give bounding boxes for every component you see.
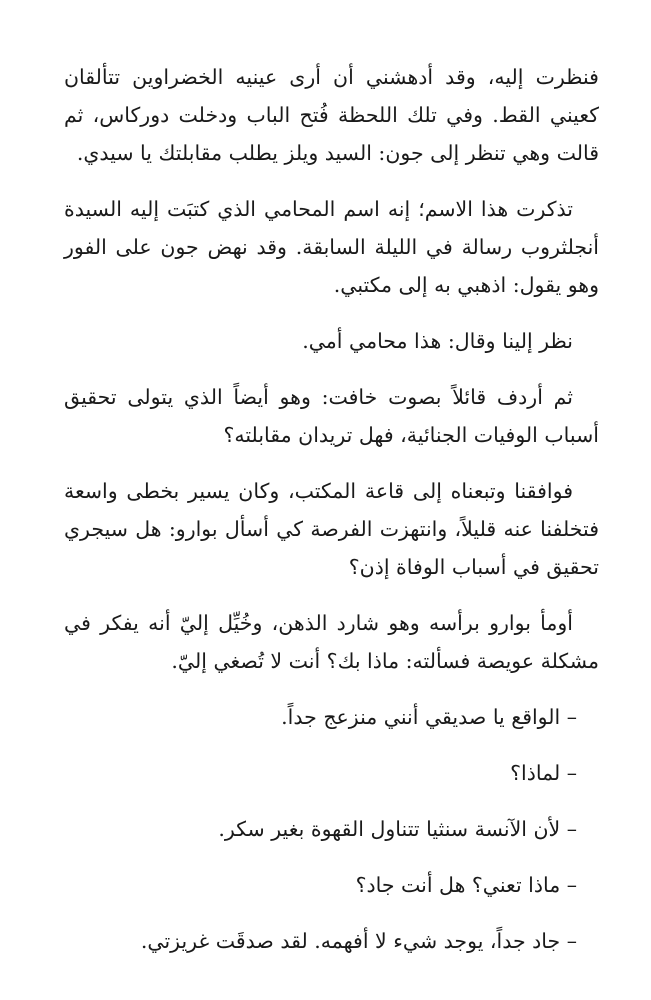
paragraph-3: نظر إلينا وقال: هذا محامي أمي. [302, 329, 573, 353]
paragraph-1: فنظرت إليه، وقد أدهشني أن أرى عينيه الخضراوين تتألقان كعيني القط. وفي تلك اللحظة فُتح الباب ودخلت دوركاس، ثم قالت وهي تنظر إلى جون: السيد ويلز يطلب مقابلتك يا سيدي. [64, 65, 599, 165]
paragraph-6: أومأ بوارو برأسه وهو شارد الذهن، وخُيِّل إليّ أنه يفكر في مشكلة عويصة فسألته: ماذا بك؟ أنت لا تُصغي إليّ. [64, 611, 599, 673]
paragraph-4: ثم أردف قائلاً بصوت خافت: وهو أيضاً الذي يتولى تحقيق أسباب الوفيات الجنائية، فهل تريدان مقابلته؟ [64, 385, 599, 447]
dialogue-line-4: – ماذا تعني؟ هل أنت جاد؟ [355, 873, 577, 897]
dialogue-line-3: – لأن الآنسة سنثيا تتناول القهوة بغير سكر. [218, 817, 577, 841]
paragraph-2: تذكرت هذا الاسم؛ إنه اسم المحامي الذي كتبَت إليه السيدة أنجلثروب رسالة في الليلة السابقة. وقد نهض جون على الفور وهو يقول: اذهبي به إلى مكتبي. [64, 197, 599, 297]
paragraph-5: فوافقنا وتبعناه إلى قاعة المكتب، وكان يسير بخطى واسعة فتخلفنا عنه قليلاً، وانتهزت الفرصة كي أسأل بوارو: هل سيجري تحقيق في أسباب الوفاة إذن؟ [64, 479, 599, 579]
dialogue-line-1: – الواقع يا صديقي أنني منزعج جداً. [281, 705, 577, 729]
dialogue-line-2: – لماذا؟ [510, 761, 577, 785]
dialogue-line-5: – جاد جداً، يوجد شيء لا أفهمه. لقد صدقَت غريزتي. [140, 929, 577, 953]
